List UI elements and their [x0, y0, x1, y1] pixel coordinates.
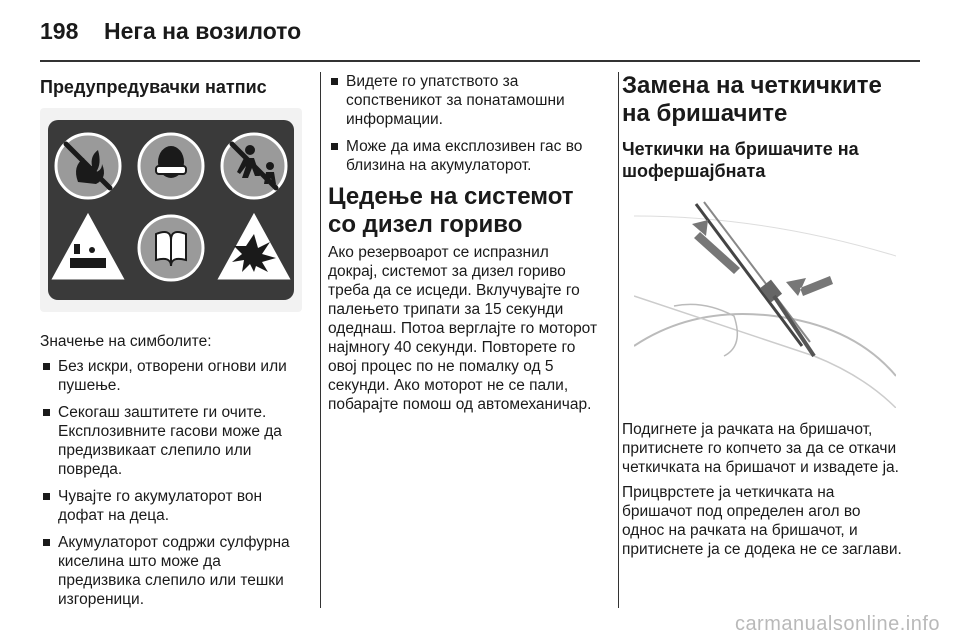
- column-divider: [320, 72, 321, 608]
- page-header: [40, 14, 920, 60]
- bullet-icon: [43, 409, 50, 416]
- right-column: [622, 72, 906, 565]
- column-divider: [618, 72, 619, 608]
- bullet-icon: [43, 363, 50, 370]
- page-number: 198: [40, 18, 79, 44]
- diesel-bleeding-paragraph: Ако резервоарот се испразнил докрај, системот за дизел гориво треба да се исцеди. Вклучувајте го палењето трипати за 15 секунди одеднаш. Потоа верглајте го моторот најмногу 40 секунди. Повторете го овој процес по не помалку од 5 секунди. Ако моторот не се пали, побарајте помош од автомеханичар.: [328, 244, 598, 413]
- bullet-icon: [43, 493, 50, 500]
- left-column: [40, 72, 304, 617]
- wiper-blade-illustration: [634, 196, 896, 408]
- bullet-icon: [43, 539, 50, 546]
- windscreen-wiper-subheading: Четкички на бришачите на шофершајбната: [622, 139, 859, 181]
- list-item: Без искри, отворени огнови или пушење.: [40, 357, 304, 395]
- wiper-removal-paragraph: Подигнете ја рачката на бришачот, притиснете го копчето за да се откачи четкичката на бришачот и извадете ја.: [622, 421, 899, 476]
- bullet-icon: [331, 78, 338, 85]
- warning-label-image: [40, 108, 302, 312]
- header-divider: [40, 60, 920, 62]
- wiper-replacement-heading: Замена на четкичките на бришачите: [622, 72, 882, 127]
- list-item: Видете го упатството за сопственикот за понатамошни информации.: [328, 72, 600, 129]
- list-item: Секогаш заштитете ги очите. Експлозивните гасови може да предизвикаат слепило или повреда.: [40, 403, 304, 479]
- symbols-bullet-list: [40, 357, 304, 609]
- bullet-icon: [331, 143, 338, 150]
- diesel-bleeding-heading: Цедење на системот со дизел гориво: [328, 183, 574, 238]
- battery-warning-symbols-icon: [40, 108, 302, 312]
- wiper-install-paragraph: Прицврстете ја четкичката на бришачот под определен агол во однос на рачката на бришачот, и притиснете ја се додека не се заглави.: [622, 484, 902, 558]
- middle-column: [328, 72, 600, 420]
- wiper-blade-icon: [634, 196, 896, 408]
- warning-label-heading: Предупредувачки натпис: [40, 77, 267, 97]
- page-title: Нега на возилото: [104, 18, 302, 44]
- list-item: Може да има експлозивен гас во близина на акумулаторот.: [328, 137, 600, 175]
- list-item: Чувајте го акумулаторот вон дофат на деца.: [40, 487, 304, 525]
- list-item: Акумулаторот содржи сулфурна киселина што може да предизвика слепило или тешки изгореници.: [40, 533, 304, 609]
- symbols-bullet-list-continued: [328, 72, 600, 175]
- site-watermark: carmanualsonline.info: [734, 613, 940, 635]
- symbols-legend-title: Значење на симболите:: [40, 333, 212, 350]
